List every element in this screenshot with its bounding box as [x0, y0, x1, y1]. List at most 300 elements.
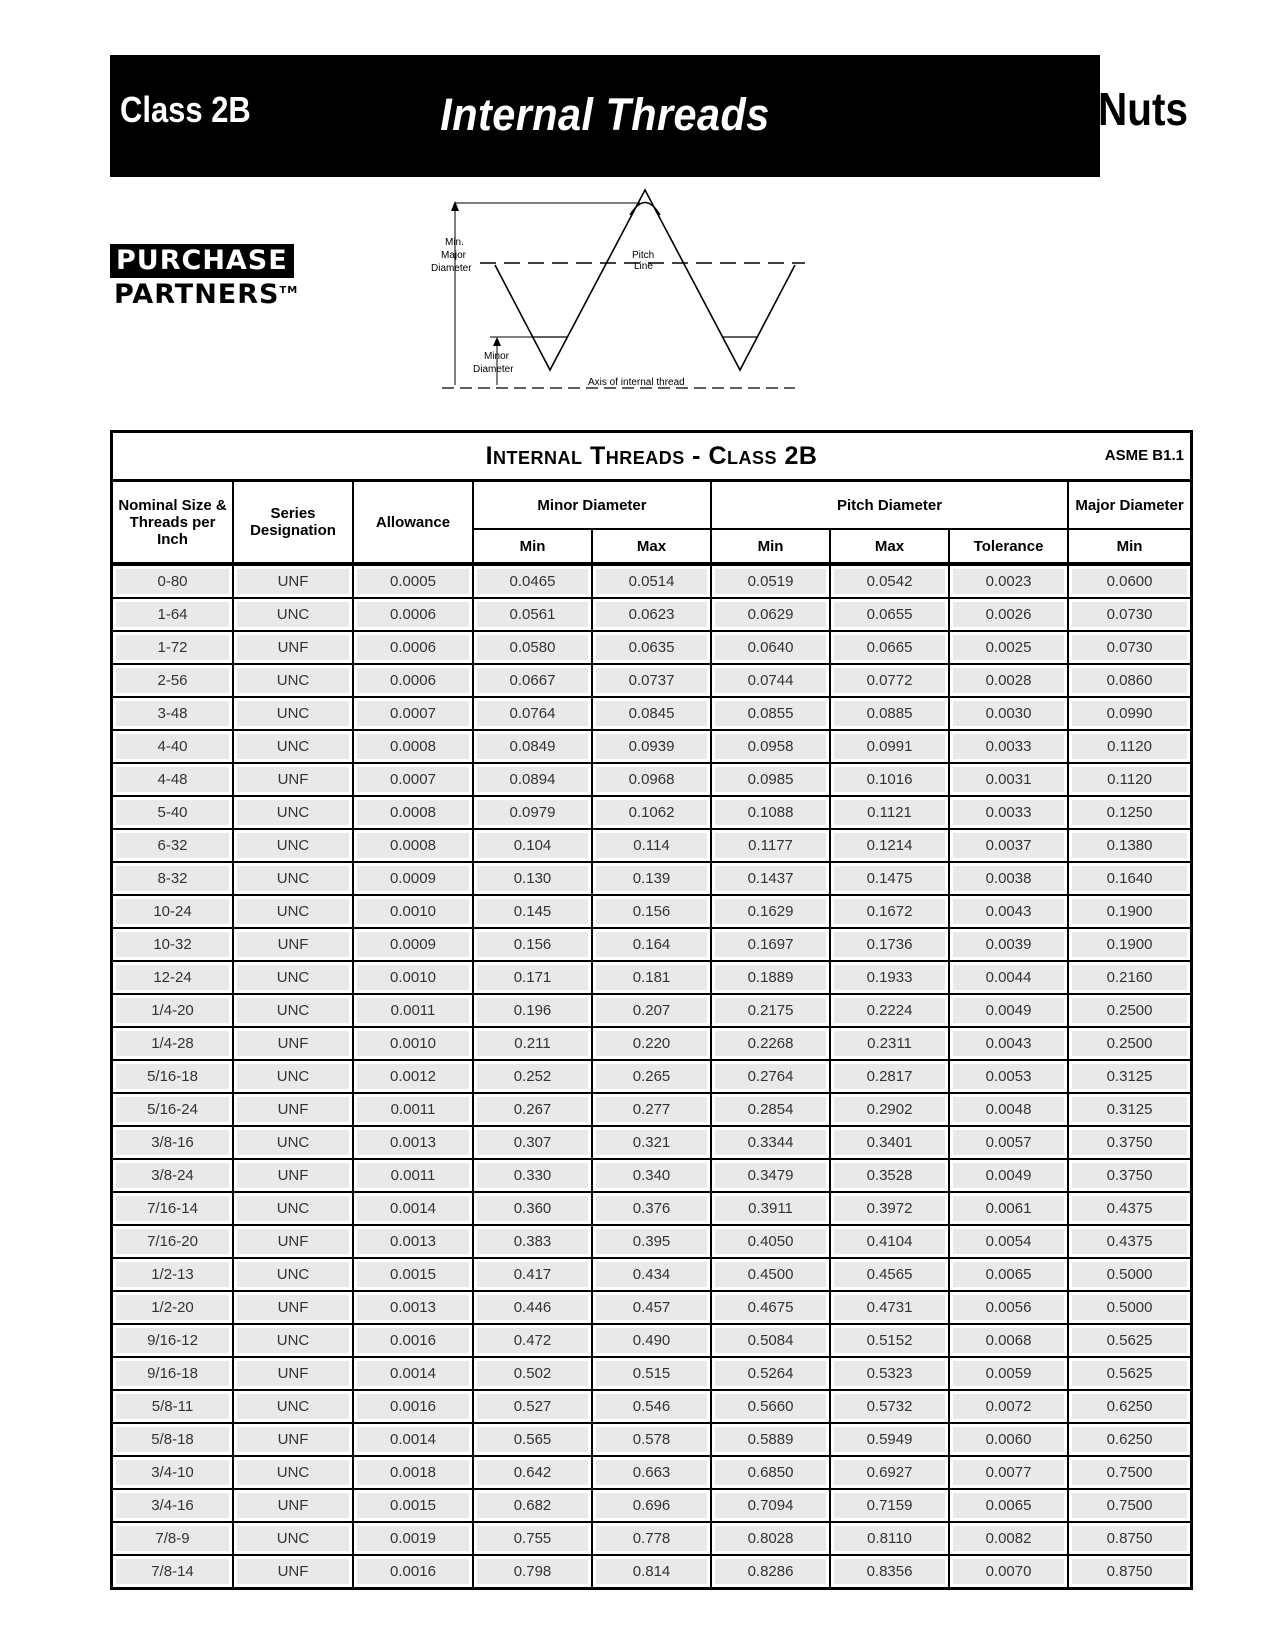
- header-minor-diameter: Minor Diameter: [473, 482, 711, 529]
- series-cell: UNC: [233, 1258, 353, 1291]
- tolerance-cell: 0.0043: [949, 1027, 1068, 1060]
- pitch-min-cell: 0.3344: [711, 1126, 830, 1159]
- tolerance-cell: 0.0061: [949, 1192, 1068, 1225]
- nominal-size-cell: 4-48: [113, 763, 233, 796]
- minor-label-2: Diameter: [473, 364, 514, 375]
- thread-profile: [495, 190, 795, 370]
- table-row: [113, 862, 1190, 895]
- allowance-cell: 0.0009: [353, 862, 473, 895]
- allowance-cell: 0.0014: [353, 1357, 473, 1390]
- table-row: [113, 961, 1190, 994]
- minor-min-cell: 0.104: [473, 829, 592, 862]
- pitch-min-cell: 0.0985: [711, 763, 830, 796]
- table-row: [113, 1126, 1190, 1159]
- series-cell: UNC: [233, 1192, 353, 1225]
- series-cell: UNC: [233, 1390, 353, 1423]
- nominal-size-cell: 12-24: [113, 961, 233, 994]
- minor-min-cell: 0.267: [473, 1093, 592, 1126]
- nominal-size-cell: 5/8-11: [113, 1390, 233, 1423]
- nominal-size-cell: 3/8-16: [113, 1126, 233, 1159]
- allowance-cell: 0.0016: [353, 1390, 473, 1423]
- nominal-size-cell: 7/16-20: [113, 1225, 233, 1258]
- allowance-cell: 0.0011: [353, 1159, 473, 1192]
- series-cell: UNC: [233, 697, 353, 730]
- minor-min-cell: 0.642: [473, 1456, 592, 1489]
- major-min-cell: 0.5000: [1068, 1258, 1190, 1291]
- minor-min-cell: 0.145: [473, 895, 592, 928]
- allowance-cell: 0.0014: [353, 1423, 473, 1456]
- minor-min-cell: 0.0894: [473, 763, 592, 796]
- major-min-cell: 0.5000: [1068, 1291, 1190, 1324]
- pitch-min-cell: 0.1889: [711, 961, 830, 994]
- pitch-min-cell: 0.1088: [711, 796, 830, 829]
- pitch-min-cell: 0.4500: [711, 1258, 830, 1291]
- minor-max-cell: 0.181: [592, 961, 711, 994]
- page-title: Internal Threads: [440, 89, 770, 140]
- table-row: [113, 1456, 1190, 1489]
- pitch-max-cell: 0.4565: [830, 1258, 949, 1291]
- pitch-max-cell: 0.0991: [830, 730, 949, 763]
- major-min-cell: 0.1640: [1068, 862, 1190, 895]
- nominal-size-cell: 3/4-16: [113, 1489, 233, 1522]
- minor-min-cell: 0.565: [473, 1423, 592, 1456]
- header-pitch-diameter: Pitch Diameter: [711, 482, 1068, 529]
- series-cell: UNC: [233, 961, 353, 994]
- min-major-label-2: Major: [441, 250, 467, 261]
- tolerance-cell: 0.0039: [949, 928, 1068, 961]
- header-nominal: Nominal Size & Threads per Inch: [113, 482, 233, 564]
- pitch-min-cell: 0.8286: [711, 1555, 830, 1587]
- pitch-max-cell: 0.0885: [830, 697, 949, 730]
- series-cell: UNF: [233, 1027, 353, 1060]
- minor-arrow-head: [493, 337, 501, 346]
- nominal-size-cell: 1-72: [113, 631, 233, 664]
- header-pitch-max: Max: [830, 529, 949, 564]
- table-row: [113, 1555, 1190, 1587]
- allowance-cell: 0.0016: [353, 1324, 473, 1357]
- table-row: [113, 1159, 1190, 1192]
- table-row: [113, 928, 1190, 961]
- pitch-min-cell: 0.5889: [711, 1423, 830, 1456]
- major-min-cell: 0.7500: [1068, 1456, 1190, 1489]
- header-minor-max: Max: [592, 529, 711, 564]
- series-cell: UNC: [233, 1126, 353, 1159]
- allowance-cell: 0.0006: [353, 631, 473, 664]
- major-min-cell: 0.1250: [1068, 796, 1190, 829]
- tolerance-cell: 0.0070: [949, 1555, 1068, 1587]
- nominal-size-cell: 10-24: [113, 895, 233, 928]
- tolerance-cell: 0.0030: [949, 697, 1068, 730]
- minor-min-cell: 0.156: [473, 928, 592, 961]
- pitch-min-cell: 0.7094: [711, 1489, 830, 1522]
- minor-min-cell: 0.252: [473, 1060, 592, 1093]
- major-min-cell: 0.0990: [1068, 697, 1190, 730]
- axis-label: Axis of internal thread: [588, 377, 685, 388]
- minor-max-cell: 0.164: [592, 928, 711, 961]
- table-title: Internal Threads - Class 2B: [485, 442, 818, 470]
- series-cell: UNC: [233, 1522, 353, 1555]
- pitch-min-cell: 0.2175: [711, 994, 830, 1027]
- nominal-size-cell: 5/16-18: [113, 1060, 233, 1093]
- pitch-min-cell: 0.4050: [711, 1225, 830, 1258]
- series-cell: UNC: [233, 1456, 353, 1489]
- minor-label-1: Minor: [484, 351, 510, 362]
- series-cell: UNF: [233, 1159, 353, 1192]
- series-cell: UNC: [233, 598, 353, 631]
- pitch-min-cell: 0.3911: [711, 1192, 830, 1225]
- tolerance-cell: 0.0065: [949, 1258, 1068, 1291]
- series-cell: UNC: [233, 862, 353, 895]
- pitch-max-cell: 0.1475: [830, 862, 949, 895]
- allowance-cell: 0.0015: [353, 1489, 473, 1522]
- minor-max-cell: 0.578: [592, 1423, 711, 1456]
- series-cell: UNF: [233, 631, 353, 664]
- pitch-min-cell: 0.1177: [711, 829, 830, 862]
- major-min-cell: 0.2500: [1068, 1027, 1190, 1060]
- table-row: [113, 994, 1190, 1027]
- table-row: [113, 1357, 1190, 1390]
- min-major-label-3: Diameter: [431, 263, 472, 274]
- tolerance-cell: 0.0054: [949, 1225, 1068, 1258]
- series-cell: UNF: [233, 1225, 353, 1258]
- tolerance-cell: 0.0033: [949, 796, 1068, 829]
- major-min-cell: 0.2160: [1068, 961, 1190, 994]
- tolerance-cell: 0.0056: [949, 1291, 1068, 1324]
- minor-min-cell: 0.383: [473, 1225, 592, 1258]
- pitch-max-cell: 0.0542: [830, 564, 949, 598]
- pitch-min-cell: 0.1697: [711, 928, 830, 961]
- nominal-size-cell: 7/8-14: [113, 1555, 233, 1587]
- major-min-cell: 0.5625: [1068, 1357, 1190, 1390]
- minor-max-cell: 0.0939: [592, 730, 711, 763]
- header-allowance: Allowance: [353, 482, 473, 564]
- series-cell: UNC: [233, 829, 353, 862]
- table-title-bar: [113, 433, 1190, 482]
- table-row: [113, 1258, 1190, 1291]
- nominal-size-cell: 3-48: [113, 697, 233, 730]
- minor-max-cell: 0.139: [592, 862, 711, 895]
- pitch-max-cell: 0.2902: [830, 1093, 949, 1126]
- table-row: [113, 895, 1190, 928]
- minor-max-cell: 0.546: [592, 1390, 711, 1423]
- tolerance-cell: 0.0049: [949, 994, 1068, 1027]
- major-min-cell: 0.3750: [1068, 1159, 1190, 1192]
- major-min-cell: 0.6250: [1068, 1390, 1190, 1423]
- tolerance-cell: 0.0065: [949, 1489, 1068, 1522]
- minor-min-cell: 0.211: [473, 1027, 592, 1060]
- pitch-min-cell: 0.1437: [711, 862, 830, 895]
- minor-max-cell: 0.395: [592, 1225, 711, 1258]
- table-row: [113, 1324, 1190, 1357]
- major-min-cell: 0.0730: [1068, 631, 1190, 664]
- allowance-cell: 0.0010: [353, 1027, 473, 1060]
- major-min-cell: 0.1120: [1068, 730, 1190, 763]
- trademark-mark: TM: [279, 285, 299, 296]
- series-cell: UNF: [233, 1291, 353, 1324]
- minor-max-cell: 0.114: [592, 829, 711, 862]
- pitch-max-cell: 0.7159: [830, 1489, 949, 1522]
- allowance-cell: 0.0012: [353, 1060, 473, 1093]
- pitch-min-cell: 0.0629: [711, 598, 830, 631]
- allowance-cell: 0.0010: [353, 961, 473, 994]
- pitch-max-cell: 0.1736: [830, 928, 949, 961]
- pitch-max-cell: 0.2311: [830, 1027, 949, 1060]
- allowance-cell: 0.0019: [353, 1522, 473, 1555]
- minor-min-cell: 0.330: [473, 1159, 592, 1192]
- spec-table: [113, 482, 1190, 1587]
- minor-max-cell: 0.0968: [592, 763, 711, 796]
- pitch-min-cell: 0.2764: [711, 1060, 830, 1093]
- minor-min-cell: 0.307: [473, 1126, 592, 1159]
- pitch-max-cell: 0.2224: [830, 994, 949, 1027]
- tolerance-cell: 0.0037: [949, 829, 1068, 862]
- section-label: Nuts: [1098, 83, 1188, 135]
- minor-min-cell: 0.360: [473, 1192, 592, 1225]
- series-cell: UNC: [233, 1324, 353, 1357]
- nominal-size-cell: 2-56: [113, 664, 233, 697]
- minor-max-cell: 0.0737: [592, 664, 711, 697]
- minor-min-cell: 0.417: [473, 1258, 592, 1291]
- minor-min-cell: 0.0667: [473, 664, 592, 697]
- minor-max-cell: 0.265: [592, 1060, 711, 1093]
- minor-max-cell: 0.434: [592, 1258, 711, 1291]
- class-label: Class 2B: [120, 89, 251, 130]
- minor-max-cell: 0.1062: [592, 796, 711, 829]
- nominal-size-cell: 0-80: [113, 564, 233, 598]
- series-cell: UNC: [233, 730, 353, 763]
- major-min-cell: 0.3125: [1068, 1093, 1190, 1126]
- minor-max-cell: 0.663: [592, 1456, 711, 1489]
- nominal-size-cell: 6-32: [113, 829, 233, 862]
- table-row: [113, 631, 1190, 664]
- table-row: [113, 730, 1190, 763]
- table-row: [113, 1060, 1190, 1093]
- pitch-max-cell: 0.1933: [830, 961, 949, 994]
- tolerance-cell: 0.0077: [949, 1456, 1068, 1489]
- pitch-min-cell: 0.0958: [711, 730, 830, 763]
- pitch-max-cell: 0.4731: [830, 1291, 949, 1324]
- tolerance-cell: 0.0057: [949, 1126, 1068, 1159]
- pitch-min-cell: 0.0519: [711, 564, 830, 598]
- major-min-cell: 0.6250: [1068, 1423, 1190, 1456]
- nominal-size-cell: 5/16-24: [113, 1093, 233, 1126]
- crest-arc: [630, 203, 660, 216]
- table-row: [113, 1291, 1190, 1324]
- pitch-min-cell: 0.0640: [711, 631, 830, 664]
- allowance-cell: 0.0010: [353, 895, 473, 928]
- minor-min-cell: 0.171: [473, 961, 592, 994]
- allowance-cell: 0.0008: [353, 730, 473, 763]
- thread-profile-svg: [431, 185, 840, 410]
- pitch-min-cell: 0.2854: [711, 1093, 830, 1126]
- nominal-size-cell: 1/4-28: [113, 1027, 233, 1060]
- major-min-cell: 0.0600: [1068, 564, 1190, 598]
- table-row: [113, 598, 1190, 631]
- pitch-max-cell: 0.5152: [830, 1324, 949, 1357]
- allowance-cell: 0.0016: [353, 1555, 473, 1587]
- allowance-cell: 0.0007: [353, 697, 473, 730]
- table-row: [113, 1423, 1190, 1456]
- pitch-max-cell: 0.0665: [830, 631, 949, 664]
- major-min-cell: 0.4375: [1068, 1225, 1190, 1258]
- series-cell: UNF: [233, 1093, 353, 1126]
- major-min-cell: 0.2500: [1068, 994, 1190, 1027]
- allowance-cell: 0.0009: [353, 928, 473, 961]
- table-row: [113, 829, 1190, 862]
- series-cell: UNC: [233, 664, 353, 697]
- table-row: [113, 763, 1190, 796]
- major-min-cell: 0.5625: [1068, 1324, 1190, 1357]
- minor-min-cell: 0.0849: [473, 730, 592, 763]
- nominal-size-cell: 7/8-9: [113, 1522, 233, 1555]
- major-min-cell: 0.3125: [1068, 1060, 1190, 1093]
- nominal-size-cell: 4-40: [113, 730, 233, 763]
- pitch-min-cell: 0.4675: [711, 1291, 830, 1324]
- table-row: [113, 664, 1190, 697]
- series-cell: UNF: [233, 564, 353, 598]
- nominal-size-cell: 5-40: [113, 796, 233, 829]
- pitch-max-cell: 0.1121: [830, 796, 949, 829]
- minor-max-cell: 0.156: [592, 895, 711, 928]
- allowance-cell: 0.0013: [353, 1225, 473, 1258]
- series-cell: UNF: [233, 1489, 353, 1522]
- minor-min-cell: 0.0979: [473, 796, 592, 829]
- pitch-min-cell: 0.0855: [711, 697, 830, 730]
- table-row: [113, 1027, 1190, 1060]
- minor-max-cell: 0.207: [592, 994, 711, 1027]
- pitch-max-cell: 0.2817: [830, 1060, 949, 1093]
- minor-max-cell: 0.457: [592, 1291, 711, 1324]
- allowance-cell: 0.0006: [353, 598, 473, 631]
- major-min-cell: 0.0860: [1068, 664, 1190, 697]
- nominal-size-cell: 1/2-13: [113, 1258, 233, 1291]
- minor-max-cell: 0.515: [592, 1357, 711, 1390]
- series-cell: UNF: [233, 1357, 353, 1390]
- tolerance-cell: 0.0072: [949, 1390, 1068, 1423]
- pitch-max-cell: 0.0772: [830, 664, 949, 697]
- minor-max-cell: 0.0514: [592, 564, 711, 598]
- nominal-size-cell: 5/8-18: [113, 1423, 233, 1456]
- minor-min-cell: 0.0465: [473, 564, 592, 598]
- table-row: [113, 1522, 1190, 1555]
- allowance-cell: 0.0018: [353, 1456, 473, 1489]
- minor-min-cell: 0.0580: [473, 631, 592, 664]
- pitch-max-cell: 0.3972: [830, 1192, 949, 1225]
- table-standard: ASME B1.1: [1104, 447, 1184, 464]
- minor-min-cell: 0.0561: [473, 598, 592, 631]
- tolerance-cell: 0.0053: [949, 1060, 1068, 1093]
- allowance-cell: 0.0013: [353, 1291, 473, 1324]
- header-banner: [110, 55, 1100, 177]
- series-cell: UNF: [233, 1423, 353, 1456]
- major-min-cell: 0.8750: [1068, 1522, 1190, 1555]
- header-pitch-tolerance: Tolerance: [949, 529, 1068, 564]
- tolerance-cell: 0.0033: [949, 730, 1068, 763]
- allowance-cell: 0.0008: [353, 796, 473, 829]
- tolerance-cell: 0.0023: [949, 564, 1068, 598]
- major-min-cell: 0.1900: [1068, 928, 1190, 961]
- table-row: [113, 796, 1190, 829]
- allowance-cell: 0.0007: [353, 763, 473, 796]
- major-min-cell: 0.3750: [1068, 1126, 1190, 1159]
- tolerance-cell: 0.0044: [949, 961, 1068, 994]
- pitch-min-cell: 0.5660: [711, 1390, 830, 1423]
- allowance-cell: 0.0013: [353, 1126, 473, 1159]
- major-min-cell: 0.8750: [1068, 1555, 1190, 1587]
- pitch-max-cell: 0.1016: [830, 763, 949, 796]
- minor-min-cell: 0.755: [473, 1522, 592, 1555]
- nominal-size-cell: 1/4-20: [113, 994, 233, 1027]
- pitch-min-cell: 0.0744: [711, 664, 830, 697]
- minor-min-cell: 0.446: [473, 1291, 592, 1324]
- allowance-cell: 0.0011: [353, 994, 473, 1027]
- pitch-min-cell: 0.2268: [711, 1027, 830, 1060]
- pitch-max-cell: 0.6927: [830, 1456, 949, 1489]
- nominal-size-cell: 7/16-14: [113, 1192, 233, 1225]
- logo-line-2: [110, 278, 350, 312]
- allowance-cell: 0.0008: [353, 829, 473, 862]
- minor-max-cell: 0.490: [592, 1324, 711, 1357]
- series-cell: UNF: [233, 763, 353, 796]
- pitch-max-cell: 0.8356: [830, 1555, 949, 1587]
- minor-max-cell: 0.277: [592, 1093, 711, 1126]
- series-cell: UNC: [233, 1060, 353, 1093]
- nominal-size-cell: 3/4-10: [113, 1456, 233, 1489]
- minor-max-cell: 0.696: [592, 1489, 711, 1522]
- table-row: [113, 1489, 1190, 1522]
- table-row: [113, 1192, 1190, 1225]
- nominal-size-cell: 1-64: [113, 598, 233, 631]
- header-pitch-min: Min: [711, 529, 830, 564]
- nominal-size-cell: 10-32: [113, 928, 233, 961]
- pitch-label-1: Pitch: [632, 250, 655, 261]
- minor-max-cell: 0.321: [592, 1126, 711, 1159]
- header-series: Series Designation: [233, 482, 353, 564]
- pitch-max-cell: 0.0655: [830, 598, 949, 631]
- minor-max-cell: 0.0845: [592, 697, 711, 730]
- major-min-cell: 0.1120: [1068, 763, 1190, 796]
- major-min-cell: 0.0730: [1068, 598, 1190, 631]
- minor-min-cell: 0.798: [473, 1555, 592, 1587]
- logo-line-2-text: PARTNERS: [114, 279, 280, 310]
- pitch-min-cell: 0.8028: [711, 1522, 830, 1555]
- purchase-partners-logo: [110, 244, 350, 312]
- min-major-label-1: Min.: [445, 237, 464, 248]
- table-body: [113, 564, 1190, 1587]
- table-row: [113, 1390, 1190, 1423]
- thread-diagram: [431, 185, 840, 410]
- pitch-max-cell: 0.8110: [830, 1522, 949, 1555]
- minor-min-cell: 0.196: [473, 994, 592, 1027]
- nominal-size-cell: 8-32: [113, 862, 233, 895]
- logo-line-1: PURCHASE: [110, 244, 294, 278]
- allowance-cell: 0.0011: [353, 1093, 473, 1126]
- pitch-min-cell: 0.1629: [711, 895, 830, 928]
- pitch-max-cell: 0.3528: [830, 1159, 949, 1192]
- pitch-max-cell: 0.3401: [830, 1126, 949, 1159]
- minor-min-cell: 0.0764: [473, 697, 592, 730]
- table-row: [113, 697, 1190, 730]
- minor-min-cell: 0.682: [473, 1489, 592, 1522]
- tolerance-cell: 0.0031: [949, 763, 1068, 796]
- minor-max-cell: 0.0623: [592, 598, 711, 631]
- minor-max-cell: 0.220: [592, 1027, 711, 1060]
- tolerance-cell: 0.0048: [949, 1093, 1068, 1126]
- pitch-min-cell: 0.5084: [711, 1324, 830, 1357]
- allowance-cell: 0.0014: [353, 1192, 473, 1225]
- minor-max-cell: 0.0635: [592, 631, 711, 664]
- header-major-min: Min: [1068, 529, 1190, 564]
